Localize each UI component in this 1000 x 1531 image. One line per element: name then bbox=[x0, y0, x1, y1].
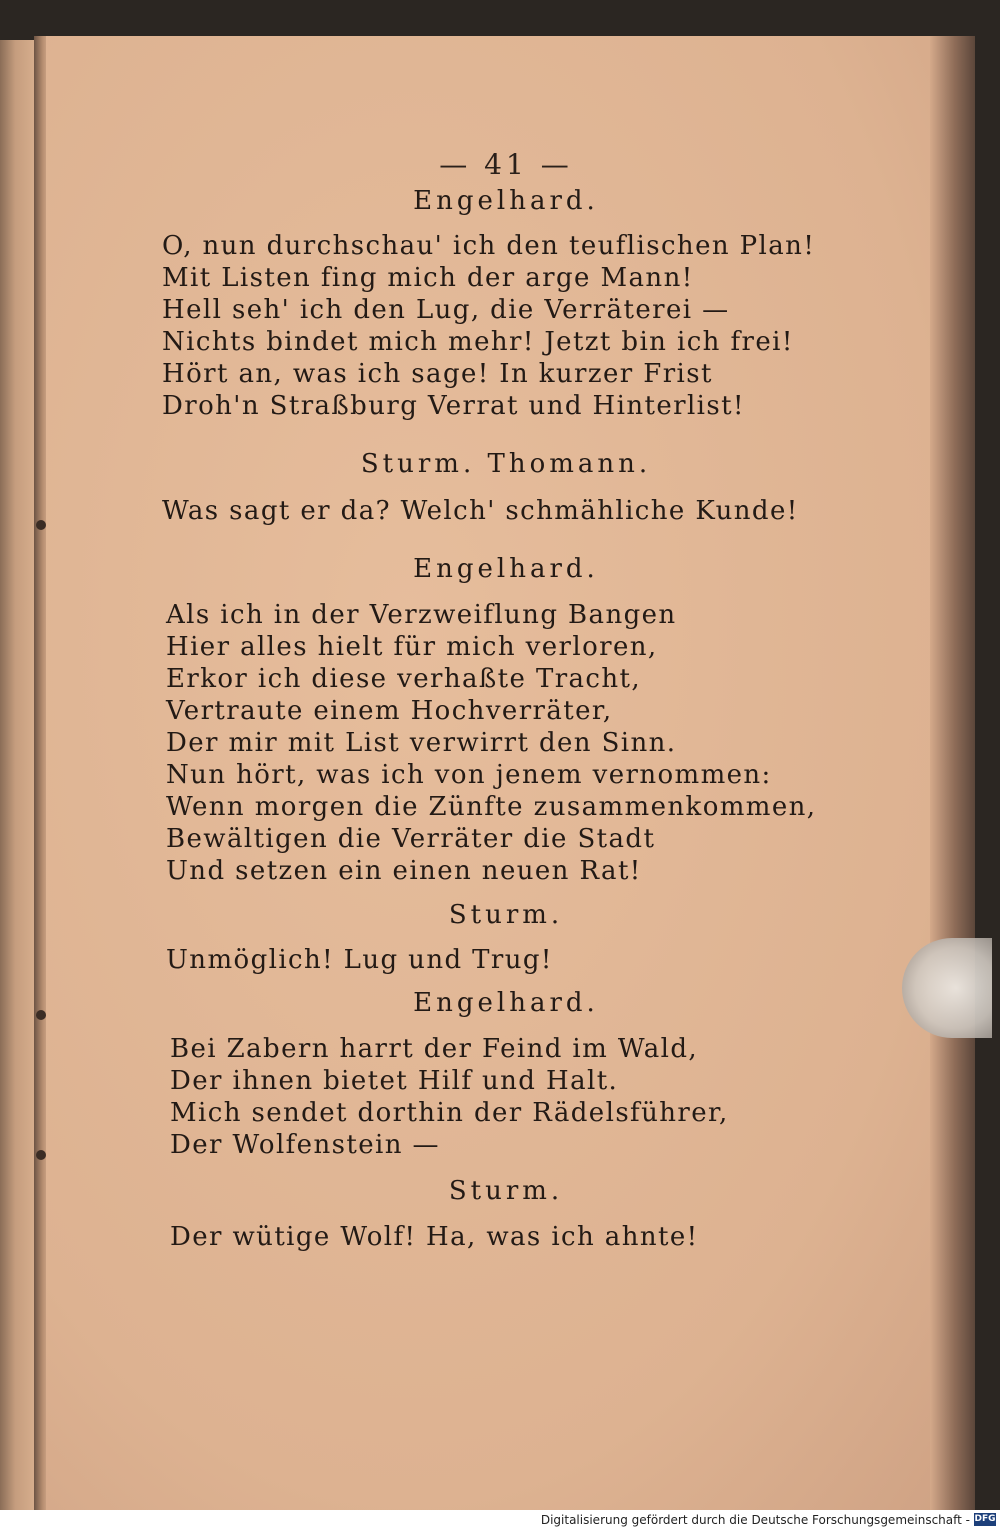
verse-line: Mich sendet dorthin der Rädelsführer, bbox=[170, 1098, 729, 1128]
page-right-edge bbox=[930, 36, 975, 1510]
book-page bbox=[46, 36, 956, 1510]
verse-line: Und setzen ein einen neuen Rat! bbox=[166, 856, 642, 886]
footer-credit: Digitalisierung gefördert durch die Deutsche Forschungsgemeinschaft - bbox=[540, 1513, 970, 1527]
verse-line: Als ich in der Verzweiflung Bangen bbox=[166, 600, 677, 630]
verse-line: Vertraute einem Hochverräter, bbox=[166, 696, 613, 726]
speaker-heading: Engelhard. bbox=[413, 988, 599, 1018]
verse-line: Nun hört, was ich von jenem vernommen: bbox=[166, 760, 772, 790]
binding-hole bbox=[36, 1010, 46, 1020]
verse-line: Erkor ich diese verhaßte Tracht, bbox=[166, 664, 642, 694]
verse-line: Hört an, was ich sage! In kurzer Frist bbox=[162, 359, 713, 389]
verse-line: Nichts bindet mich mehr! Jetzt bin ich frei! bbox=[162, 327, 794, 357]
verse-line: Hell seh' ich den Lug, die Verräterei — bbox=[162, 295, 730, 325]
verse-line: Der ihnen bietet Hilf und Halt. bbox=[170, 1066, 619, 1096]
binding-hole bbox=[36, 520, 46, 530]
verse-line: Der Wolfenstein — bbox=[170, 1130, 440, 1160]
page-clip-marker bbox=[902, 938, 992, 1038]
verse-line: O, nun durchschau' ich den teuflischen Plan! bbox=[162, 231, 816, 261]
verse-line: Bei Zabern harrt der Feind im Wald, bbox=[170, 1034, 699, 1064]
verse-line: Mit Listen fing mich der arge Mann! bbox=[162, 263, 694, 293]
verse-line: Hier alles hielt für mich verloren, bbox=[166, 632, 658, 662]
verse-line: Unmöglich! Lug und Trug! bbox=[166, 945, 553, 975]
verse-line: Bewältigen die Verräter die Stadt bbox=[166, 824, 656, 854]
speaker-heading: Engelhard. bbox=[413, 554, 599, 584]
dfg-logo: DFG bbox=[974, 1514, 996, 1524]
speaker-heading: Engelhard. bbox=[413, 186, 599, 216]
verse-line: Der mir mit List verwirrt den Sinn. bbox=[166, 728, 677, 758]
speaker-heading: Sturm. bbox=[448, 1176, 564, 1206]
speaker-heading: Sturm. Thomann. bbox=[360, 449, 652, 479]
binding-hole bbox=[36, 1150, 46, 1160]
speaker-heading: Sturm. bbox=[448, 900, 564, 930]
verse-line: Was sagt er da? Welch' schmähliche Kunde! bbox=[162, 496, 799, 526]
verse-line: Wenn morgen die Zünfte zusammenkommen, bbox=[166, 792, 817, 822]
page-number: — 41 — bbox=[439, 148, 573, 181]
footer-bar bbox=[0, 1510, 1000, 1531]
left-page-edge bbox=[0, 40, 34, 1510]
verse-line: Droh'n Straßburg Verrat und Hinterlist! bbox=[162, 391, 745, 421]
verse-line: Der wütige Wolf! Ha, was ich ahnte! bbox=[170, 1222, 699, 1252]
